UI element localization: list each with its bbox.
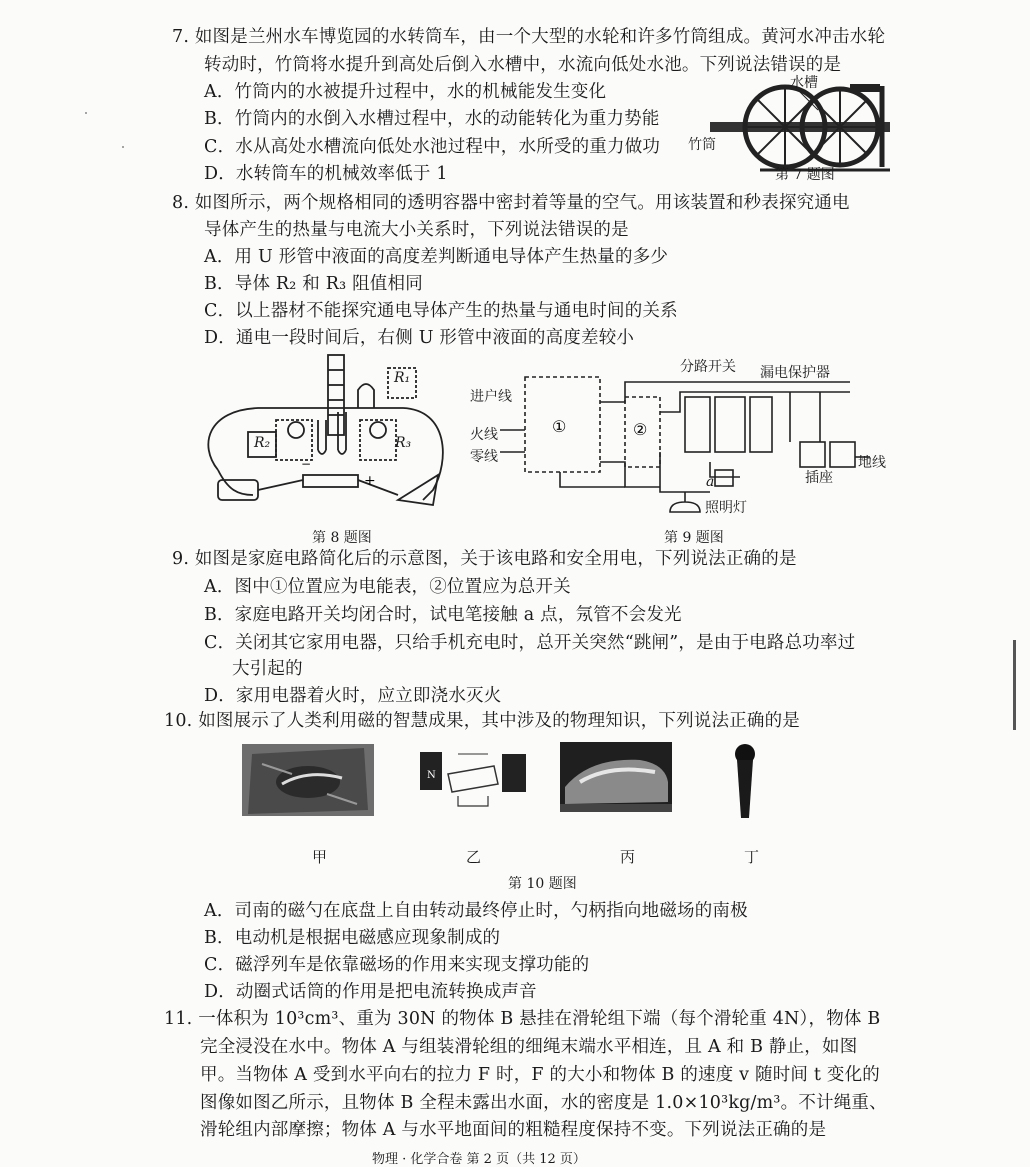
- q8-caption: 第 8 题图: [312, 530, 372, 546]
- q7-stem-line1: 7. 如图是兰州水车博览园的水转筒车，由一个大型的水轮和许多竹筒组成。黄河水冲击水轮: [172, 27, 886, 47]
- q10-label-jia: 甲: [312, 848, 328, 866]
- svg-text:①: ①: [552, 417, 567, 436]
- q9-label-ground: 地线: [858, 455, 886, 471]
- q9-option-b: B．家庭电路开关均闭合时，试电笔接触 a 点，氖管不会发光: [204, 605, 682, 625]
- q7-caption: 第 7 题图: [775, 167, 835, 183]
- page-footer: 物理 · 化学合卷 第 2 页（共 12 页）: [372, 1152, 586, 1167]
- svg-text:N: N: [427, 770, 436, 781]
- q7-option-d: D．水转筒车的机械效率低于 1: [204, 164, 448, 184]
- q8-option-b: B．导体 R₂ 和 R₃ 阻值相同: [204, 274, 423, 294]
- svg-text:②: ②: [633, 420, 648, 439]
- svg-text:−: −: [301, 457, 312, 471]
- scan-edge-line: [1013, 640, 1016, 730]
- q9-caption: 第 9 题图: [664, 530, 724, 546]
- q8-stem-line2: 导体产生的热量与电流大小关系时，下列说法错误的是: [204, 220, 629, 240]
- q10-caption: 第 10 题图: [508, 876, 577, 892]
- q8-label-r2: R₂: [254, 435, 271, 451]
- q9-option-d: D．家用电器着火时，应立即浇水灭火: [204, 686, 502, 706]
- q10-option-d: D．动圈式话筒的作用是把电流转换成声音: [204, 982, 537, 1002]
- q9-option-c-line2: 大引起的: [232, 659, 303, 679]
- q8-option-a: A．用 U 形管中液面的高度差判断通电导体产生热量的多少: [204, 247, 669, 267]
- q10-option-a: A．司南的磁勺在底盘上自由转动最终停止时，勺柄指向地磁场的南极: [204, 901, 748, 921]
- svg-text:+: +: [364, 473, 376, 489]
- q11-line5: 滑轮组内部摩擦；物体 A 与水平地面间的粗糙程度保持不变。下列说法正确的是: [200, 1120, 827, 1140]
- q10-image-yi-motor: [418, 744, 530, 810]
- q11-line3: 甲。当物体 A 受到水平向右的拉力 F 时，F 的大小和物体 B 的速度 v 随时间 t 变化的: [200, 1065, 880, 1085]
- q10-image-jia-sinan: [242, 744, 374, 816]
- q10-label-yi: 乙: [466, 848, 482, 866]
- q9-option-c-line1: C．关闭其它家用电器，只给手机充电时，总开关突然“跳闸”，是由于电路总功率过: [204, 633, 856, 653]
- q7-label-trough: 水槽: [790, 75, 818, 91]
- q11-line4: 图像如图乙所示，且物体 B 全程未露出水面，水的密度是 1.0×10³kg/m³。不计绳重、: [200, 1093, 887, 1113]
- scan-speck: [85, 112, 87, 114]
- scan-speck: [122, 146, 124, 148]
- q10-stem: 10. 如图展示了人类利用磁的智慧成果，其中涉及的物理知识，下列说法正确的是: [164, 711, 800, 731]
- q7-option-a: A．竹筒内的水被提升过程中，水的机械能发生变化: [204, 82, 607, 102]
- q8-label-r3: R₃: [395, 435, 412, 451]
- q10-option-b: B．电动机是根据电磁感应现象制成的: [204, 928, 501, 948]
- q7-label-tube: 竹筒: [688, 137, 716, 153]
- q7-option-b: B．竹筒内的水倒入水槽过程中，水的动能转化为重力势能: [204, 109, 660, 129]
- q9-label-neutral: 零线: [470, 449, 498, 465]
- q8-stem-line1: 8. 如图所示，两个规格相同的透明容器中密封着等量的空气。用该装置和秒表探究通电: [172, 193, 850, 213]
- q9-label-branch-switch: 分路开关: [680, 359, 736, 375]
- q8-option-c: C．以上器材不能探究通电导体产生的热量与通电时间的关系: [204, 301, 678, 321]
- q8-label-r1: R₁: [394, 370, 411, 386]
- q9-option-a: A．图中①位置应为电能表，②位置应为总开关: [204, 577, 571, 597]
- q11-line1: 11. 一体积为 10³cm³、重为 30N 的物体 B 悬挂在滑轮组下端（每个滑轮重 4N），物体 B: [164, 1009, 881, 1029]
- q10-label-bing: 丙: [620, 848, 636, 866]
- q9-label-lamp: 照明灯: [705, 500, 747, 516]
- q9-label-live: 火线: [470, 427, 498, 443]
- q9-label-inlet: 进户线: [470, 389, 512, 405]
- q7-option-c: C．水从高处水槽流向低处水池过程中，水所受的重力做功: [204, 137, 661, 157]
- q8-option-d: D．通电一段时间后，右侧 U 形管中液面的高度差较小: [204, 328, 635, 348]
- q9-stem: 9. 如图是家庭电路简化后的示意图，关于该电路和安全用电，下列说法正确的是: [172, 549, 797, 569]
- q10-label-ding: 丁: [744, 848, 760, 866]
- q11-line2: 完全浸没在水中。物体 A 与组装滑轮组的细绳末端水平相连，且 A 和 B 静止，如图: [200, 1037, 858, 1057]
- q9-label-leak-protector: 漏电保护器: [760, 365, 830, 381]
- q9-label-socket: 插座: [805, 470, 833, 486]
- q10-option-c: C．磁浮列车是依靠磁场的作用来实现支撑功能的: [204, 955, 590, 975]
- q7-stem-line2: 转动时，竹筒将水提升到高处后倒入水槽中，水流向低处水池。下列说法错误的是: [204, 55, 842, 75]
- q9-label-point-a: a: [706, 474, 715, 490]
- q10-image-bing-maglev: [560, 742, 672, 812]
- q10-image-ding-microphone: [734, 744, 756, 820]
